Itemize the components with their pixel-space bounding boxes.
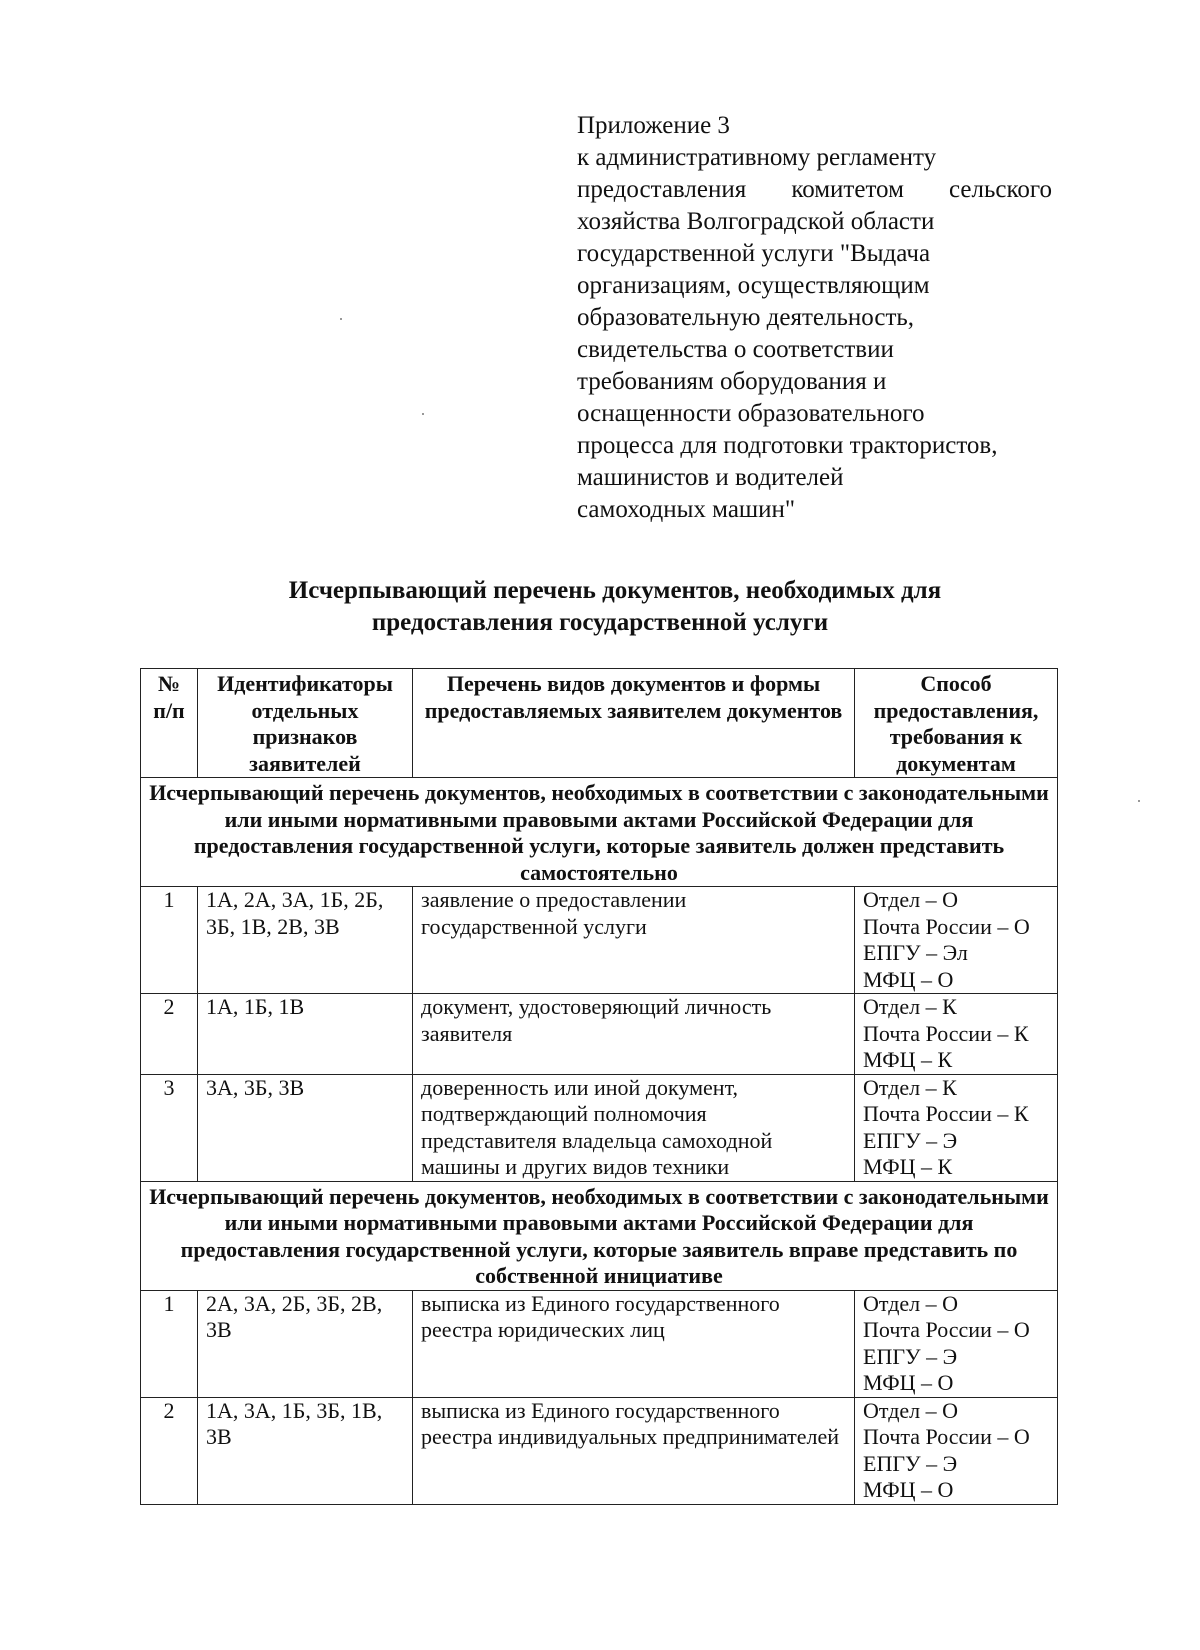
way-item: Почта России – О [863,1317,1030,1342]
annex-line: хозяйства Волгоградской области [577,208,935,235]
scan-speck [422,413,424,415]
way-item: МФЦ – К [863,1154,953,1179]
annex-line: процесса для подготовки трактористов, [577,432,998,459]
row-doc: доверенность или иной документ, подтверждающий полномочия представителя владельца самоходной машины и других видов техники [413,1074,855,1181]
row-ways [855,887,1058,994]
row-ways [855,1397,1058,1504]
annex-line: свидетельства о соответствии [577,336,894,363]
annex-line: самоходных машин" [577,496,796,523]
header-ids: Идентификаторы отдельных признаков заявителей [198,669,413,778]
row-num: 2 [141,1397,198,1504]
annex-line [577,174,1052,206]
row-ids: 1А, 3А, 1Б, 3Б, 1В, 3В [198,1397,413,1504]
section-1-title: Исчерпывающий перечень документов, необходимых в соответствии с законодательными или иными нормативными правовыми актами Российской Федерации для предоставления государственной услуги, которые заявитель должен представить самостоятельно [141,778,1058,887]
table-row [141,1074,1058,1181]
way-item: МФЦ – К [863,1047,953,1072]
way-item: МФЦ – О [863,966,954,992]
table-row [141,1290,1058,1397]
row-ways [855,1290,1058,1397]
row-ids: 1А, 2А, 3А, 1Б, 2Б, 3Б, 1В, 2В, 3В [198,887,413,994]
table-row [141,1397,1058,1504]
way-item: ЕПГУ – Э [863,1343,958,1369]
section-2-title: Исчерпывающий перечень документов, необходимых в соответствии с законодательными или иными нормативными правовыми актами Российской Федерации для предоставления государственной услуги, которые заявитель вправе представить по собственной инициативе [141,1181,1058,1290]
row-num: 3 [141,1074,198,1181]
row-num: 2 [141,994,198,1075]
row-ids: 1А, 1Б, 1В [198,994,413,1075]
document-title [140,575,1060,639]
annex-line: к административному регламенту [577,144,937,171]
annex-line: машинистов и водителей [577,464,844,491]
annex-word: комитетом [791,176,904,203]
way-item: Отдел – К [863,994,957,1019]
annex-word: сельского [949,176,1052,203]
way-item: ЕПГУ – Э [863,1127,958,1153]
row-num: 1 [141,887,198,994]
row-doc: документ, удостоверяющий личность заявителя [413,994,855,1075]
table-row [141,887,1058,994]
table-header-row [141,669,1058,778]
header-docs: Перечень видов документов и формы предоставляемых заявителем документов [413,669,855,778]
way-item: Отдел – О [863,887,959,912]
section-row [141,1181,1058,1290]
way-item: МФЦ – О [863,1370,954,1395]
way-item: ЕПГУ – Э [863,1450,958,1476]
row-ids: 2А, 3А, 2Б, 3Б, 2В, 3В [198,1290,413,1397]
header-way: Способ предоставления, требования к документам [855,669,1058,778]
table-row [141,994,1058,1075]
title-line: предоставления государственной услуги [371,609,829,636]
way-item: Отдел – О [863,1397,959,1423]
annex-header [577,110,1057,526]
way-item: Почта России – О [863,913,1030,939]
scan-speck [340,318,342,320]
way-item: Отдел – О [863,1290,959,1316]
way-item: Почта России – О [863,1424,1030,1449]
row-doc: выписка из Единого государственного реестра юридических лиц [413,1290,855,1397]
row-ways [855,1074,1058,1181]
row-ways [855,994,1058,1075]
documents-table [140,668,1058,1505]
row-num: 1 [141,1290,198,1397]
title-line: Исчерпывающий перечень документов, необходимых для [288,577,942,604]
scan-speck [1138,800,1140,802]
section-row [141,778,1058,887]
row-doc: заявление о предоставлении государственной услуги [413,887,855,994]
row-doc: выписка из Единого государственного реестра индивидуальных предпринимателей [413,1397,855,1504]
row-ids: 3А, 3Б, 3В [198,1074,413,1181]
annex-line: организациям, осуществляющим [577,272,930,299]
header-num: № п/п [141,669,198,778]
way-item: Отдел – К [863,1074,957,1100]
annex-line: Приложение 3 [577,112,730,139]
annex-line: государственной услуги "Выдача [577,240,931,267]
way-item: Почта России – К [863,1101,1029,1126]
way-item: Почта России – К [863,1020,1029,1046]
way-item: ЕПГУ – Эл [863,940,968,965]
annex-word: предоставления [577,176,747,203]
way-item: МФЦ – О [863,1477,954,1502]
annex-line: требованиям оборудования и [577,368,887,395]
annex-line: образовательную деятельность, [577,304,915,331]
annex-line: оснащенности образовательного [577,400,925,427]
